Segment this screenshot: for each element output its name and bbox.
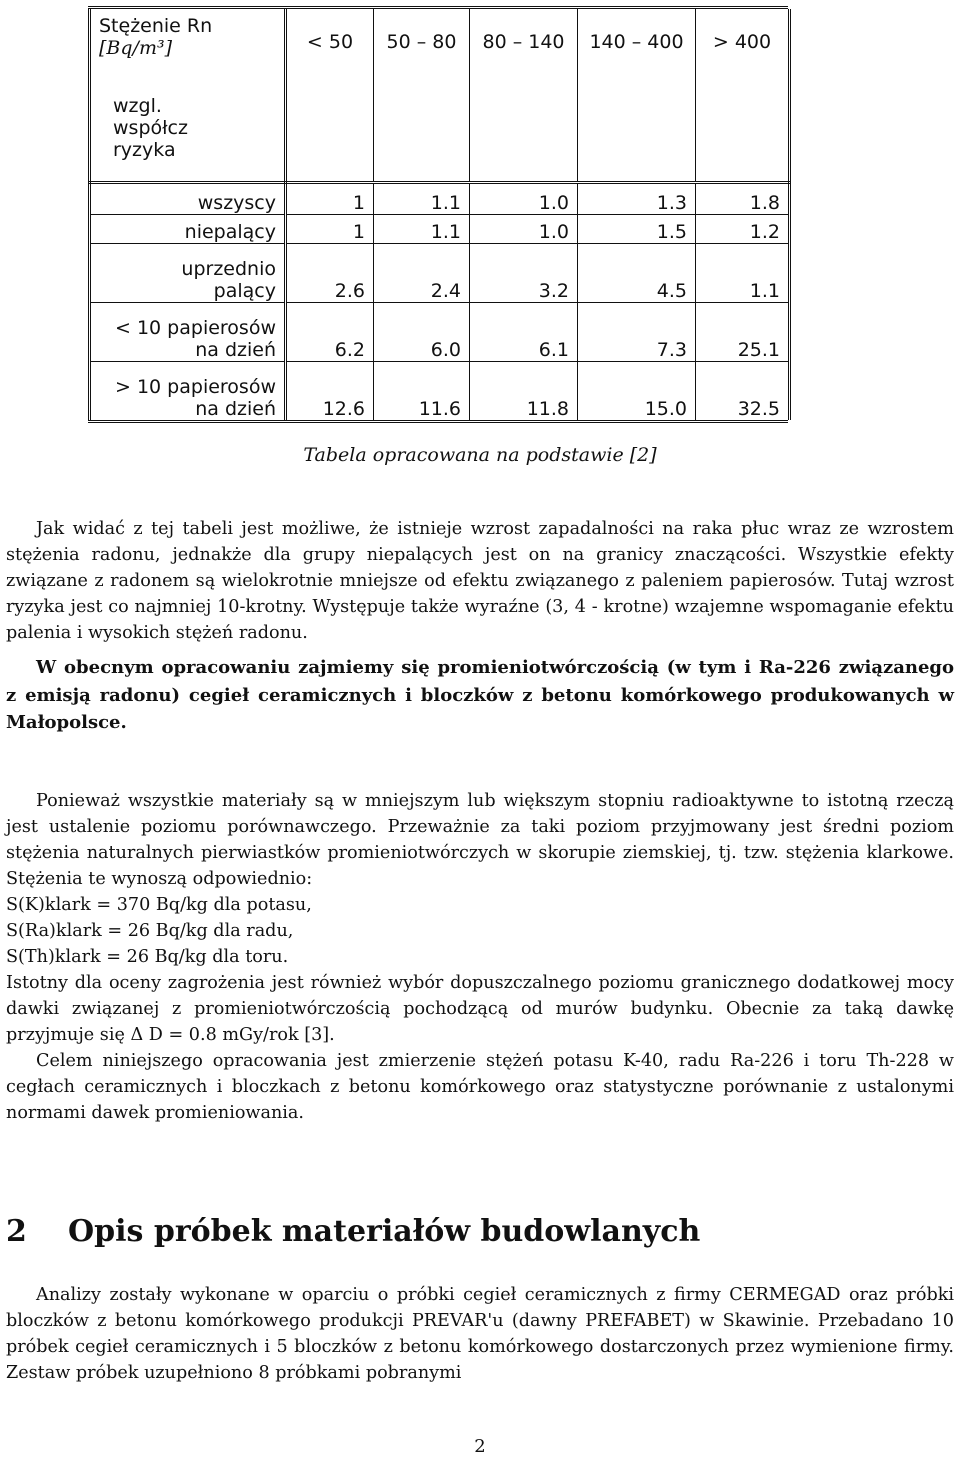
radon-risk-table — [88, 9, 791, 420]
paragraph: Istotny dla oceny zagrożenia jest również wybór dopuszczalnego poziomu granicznego dodatkowej mocy dawki związanej z promieniotwórczością pochodzącą od murów budynku. Obecnie za taką dawkę przyjmuje się Δ D = 0.8 mGy/rok [3]. — [6, 973, 954, 1045]
text-block-2 — [6, 654, 954, 737]
row-label: wszyscy — [90, 183, 286, 215]
radon-risk-table-frame — [88, 6, 788, 423]
row-header-line: wzgl. — [113, 95, 162, 117]
table-cell: 1.5 — [578, 215, 696, 244]
range-header: > 400 — [696, 9, 790, 75]
table-cell: 7.3 — [578, 303, 696, 362]
section-heading — [6, 1214, 700, 1249]
header-concentration-cell — [90, 9, 286, 75]
table-cell: 4.5 — [578, 244, 696, 303]
table-cell: 1 — [286, 215, 374, 244]
table-row — [90, 215, 790, 244]
equation-line: S(Th)klark = 26 Bq/kg dla toru. — [6, 947, 289, 967]
header-title: Stężenie Rn — [99, 15, 213, 37]
row-label: > 10 papierosów — [115, 376, 276, 398]
table-row — [90, 244, 790, 303]
table-header-row — [90, 9, 790, 75]
text-block-1 — [6, 516, 954, 646]
table-row — [90, 183, 790, 215]
row-label: na dzień — [195, 398, 276, 420]
range-header: 50 – 80 — [374, 9, 470, 75]
row-label: niepalący — [90, 215, 286, 244]
table-cell: 3.2 — [470, 244, 578, 303]
paragraph: Ponieważ wszystkie materiały są w mniejszym lub większym stopniu radioaktywne to istotną rzeczą jest ustalenie poziomu porównawczego. Przeważnie za taki poziom przyjmowany jest średni poziom stężenia naturalnych pierwiastków promieniotwórczych w skorupie ziemskiej, tj. tzw. stężenia klarkowe. Stężenia te wynoszą odpowiednio: — [6, 791, 954, 889]
range-header: < 50 — [286, 9, 374, 75]
paragraph: Celem niniejszego opracowania jest zmierzenie stężeń potasu K-40, radu Ra-226 i toru Th-228 w cegłach ceramicznych i bloczkach z betonu komórkowego oraz statystyczne porównanie z ustalonymi normami dawek promieniowania. — [6, 1051, 954, 1123]
row-label: na dzień — [195, 339, 276, 361]
table-cell: 2.4 — [374, 244, 470, 303]
text-block-3 — [6, 788, 954, 1126]
page-number: 2 — [474, 1436, 486, 1457]
table-cell: 1.2 — [696, 215, 790, 244]
table-cell: 15.0 — [578, 362, 696, 421]
table-cell: 2.6 — [286, 244, 374, 303]
table-subheader-row — [90, 75, 790, 183]
table-cell: 32.5 — [696, 362, 790, 421]
row-label-cell — [90, 362, 286, 421]
table-cell: 1.8 — [696, 183, 790, 215]
table-cell: 6.0 — [374, 303, 470, 362]
table-cell: 11.8 — [470, 362, 578, 421]
table-cell: 25.1 — [696, 303, 790, 362]
row-header-line: ryzyka — [113, 139, 176, 161]
row-label-cell — [90, 303, 286, 362]
table-cell: 1.3 — [578, 183, 696, 215]
table-cell: 1.0 — [470, 183, 578, 215]
relative-risk-label-cell — [90, 75, 286, 183]
table-row — [90, 303, 790, 362]
row-label: < 10 papierosów — [115, 317, 276, 339]
table-caption: Tabela opracowana na podstawie [2] — [303, 444, 657, 466]
table-cell: 1.0 — [470, 215, 578, 244]
table-cell: 1.1 — [374, 183, 470, 215]
table-cell: 11.6 — [374, 362, 470, 421]
section-title: Opis próbek materiałów budowlanych — [68, 1214, 701, 1249]
table-cell: 12.6 — [286, 362, 374, 421]
row-header-line: współcz — [113, 117, 188, 139]
row-label: uprzednio — [181, 258, 276, 280]
row-label-cell — [90, 244, 286, 303]
table-cell: 6.1 — [470, 303, 578, 362]
table-row — [90, 362, 790, 421]
section-number: 2 — [6, 1214, 27, 1249]
row-label: palący — [213, 280, 276, 302]
equation-line: S(Ra)klark = 26 Bq/kg dla radu, — [6, 921, 294, 941]
table-cell: 1 — [286, 183, 374, 215]
table-cell: 1.1 — [374, 215, 470, 244]
paragraph: Analizy zostały wykonane w oparciu o próbki cegieł ceramicznych z firmy CERMEGAD oraz próbki bloczków z betonu komórkowego produkcji PREVAR'u (dawny PREFABET) w Skawinie. Przebadano 10 próbek cegieł ceramicznych i 5 bloczków z betonu komórkowego dostarczonych przez wymienione firmy. Zestaw próbek uzupełniono 8 próbkami pobranymi — [6, 1285, 954, 1383]
range-header: 80 – 140 — [470, 9, 578, 75]
paragraph-bold: W obecnym opracowaniu zajmiemy się promieniotwórczością (w tym i Ra-226 związanego z emisją radonu) cegieł ceramicznych i bloczków z betonu komórkowego produkowanych w Małopolsce. — [6, 657, 954, 733]
range-header: 140 – 400 — [578, 9, 696, 75]
paragraph: Jak widać z tej tabeli jest możliwe, że istnieje wzrost zapadalności na raka płuc wraz ze wzrostem stężenia radonu, jednakże dla grupy niepalących jest on na granicy znaczącości. Wszystkie efekty związane z radonem są wielokrotnie mniejsze od efektu związanego z paleniem papierosów. Tutaj wzrost ryzyka jest co najmniej 10-krotny. Występuje także wyraźne (3, 4 - krotne) wzajemne wspomaganie efektu palenia i wysokich stężeń radonu. — [6, 519, 954, 643]
table-cell: 1.1 — [696, 244, 790, 303]
equation-line: S(K)klark = 370 Bq/kg dla potasu, — [6, 895, 312, 915]
text-block-4 — [6, 1282, 954, 1386]
header-unit: [Bq/m³] — [99, 37, 172, 59]
table-cell: 6.2 — [286, 303, 374, 362]
